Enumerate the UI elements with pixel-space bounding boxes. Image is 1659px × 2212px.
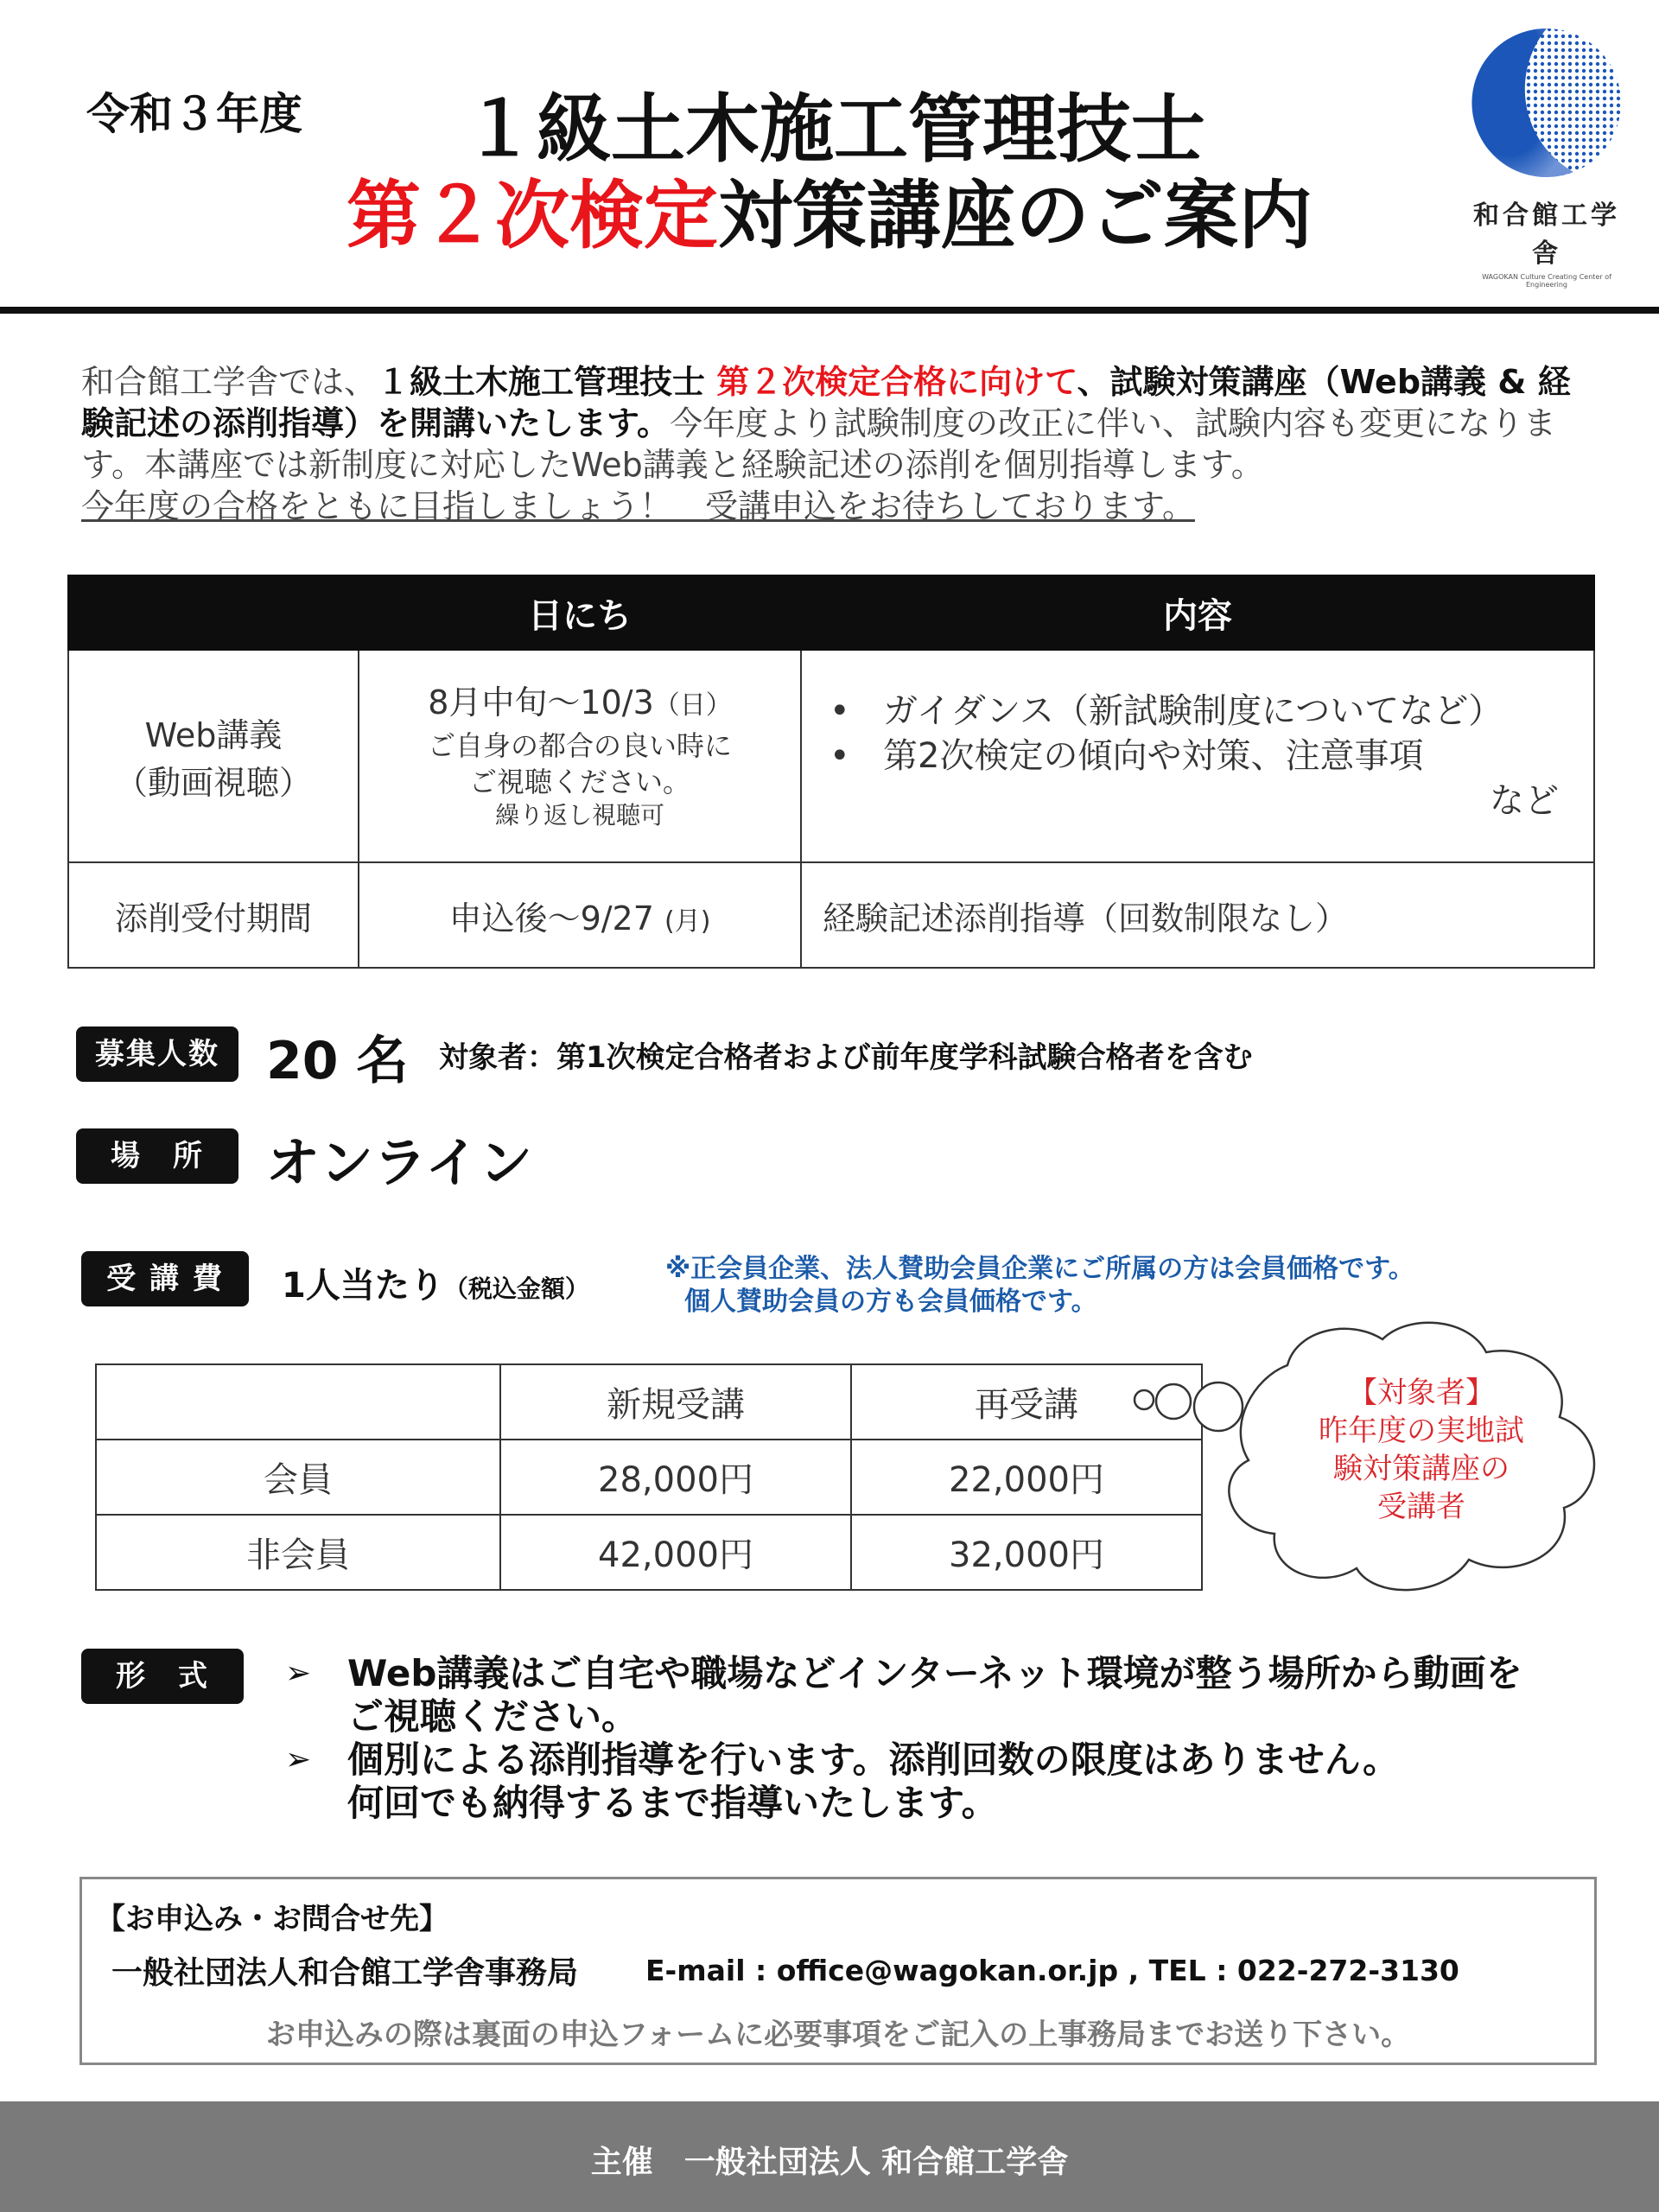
content-bullet-1: • ガイダンス（新試験制度についてなど） <box>823 689 1593 734</box>
contact-heading: 【お申込み・お問合せ先】 <box>96 1902 448 1936</box>
date-note-3: 繰り返し視聴可 <box>494 801 664 830</box>
intro-text-4: 、試験対策講座（Web講義 & 経験記述の添削指導）を開講いたします。 <box>81 363 1571 442</box>
organization-logo <box>1460 26 1633 289</box>
intro-text-2: １級土木施工管理技士 <box>377 363 717 401</box>
contact-box <box>79 1877 1597 2065</box>
footer-sponsor: 主催 一般社団法人 和合館工学舎 <box>590 2145 1069 2180</box>
member-price-note-2: 個人賛助会員の方も会員価格です。 <box>684 1287 1097 1317</box>
list-item <box>285 1738 1522 1825</box>
logo-subtitle: WAGOKAN Culture Creating Center of Engineering <box>1482 273 1611 289</box>
schedule-type-cell: 添削受付期間 <box>68 862 359 968</box>
fee-tax-note: （税込金額） <box>443 1274 589 1303</box>
bubble-line-2: 昨年度の実地試 <box>1319 1414 1524 1448</box>
price-row-label: 会員 <box>96 1440 500 1515</box>
bubble-text <box>1279 1374 1564 1526</box>
schedule-content-cell: 経験記述添削指導（回数制限なし） <box>801 862 1594 968</box>
arrow-icon: ➢ <box>285 1656 312 1691</box>
title-highlight: 第２次検定 <box>346 173 718 259</box>
table-row <box>68 862 1594 968</box>
schedule-table <box>67 575 1595 969</box>
era-label: 令和３年度 <box>86 89 302 139</box>
format-list <box>285 1652 1522 1825</box>
correction-deadline: 申込後〜9/27 <box>448 899 664 938</box>
date-range-text: 8月中旬〜10/3 <box>428 683 654 721</box>
capacity-label: 募集人数 <box>76 1027 238 1082</box>
price-header-new: 新規受講 <box>500 1364 851 1440</box>
price-header-repeat: 再受講 <box>851 1364 1202 1440</box>
bubble-line-4: 受講者 <box>1377 1490 1465 1524</box>
format-label: 形 式 <box>81 1649 244 1704</box>
format-item-2-line2: 何回でも納得するまで指導いたします。 <box>347 1782 998 1824</box>
price-cell: 42,000円 <box>500 1515 851 1590</box>
title-rest: 対策講座のご案内 <box>718 173 1313 259</box>
fee-per-person-text: 1人当たり <box>282 1266 444 1306</box>
type-web: Web講義 <box>144 716 283 754</box>
price-cell: 28,000円 <box>500 1440 851 1515</box>
format-item-2-line1: 個別による添削指導を行います。添削回数の限度はありません。 <box>347 1738 1400 1781</box>
price-header-blank <box>96 1364 500 1440</box>
date-note-2: ご視聴ください。 <box>468 766 690 798</box>
format-item-1-line1: Web講義はご自宅や職場などインターネット環境が整う場所から動画を <box>347 1652 1522 1694</box>
intro-text-1: 和合館工学舎では、 <box>81 363 378 401</box>
contact-email-tel[interactable]: E-mail : office@wagokan.or.jp , TEL : 022-272-3130 <box>645 1954 1459 1987</box>
content-etc: など <box>1490 781 1559 821</box>
footer-bar <box>0 2101 1659 2212</box>
intro-call-to-action: 今年度の合格をともに目指しましょう！ 受講申込をお待ちしております。 <box>81 487 1195 525</box>
table-row <box>96 1515 1202 1590</box>
price-row-label: 非会員 <box>96 1515 500 1590</box>
schedule-date-cell <box>359 862 801 968</box>
arrow-icon: ➢ <box>285 1742 312 1777</box>
price-header-row <box>96 1364 1202 1440</box>
bubble-line-3: 験対策講座の <box>1333 1452 1510 1486</box>
contact-organization: 一般社団法人和合館工学舎事務局 <box>111 1955 579 1991</box>
fee-label: 受 講 費 <box>81 1251 249 1306</box>
intro-text-5: 今年度より試験制度の改正に伴い、試験内容も変更になります。本講座では新制度に対応したWeb講義と経験記述の添削を個別指導します。 <box>81 404 1556 484</box>
member-price-note-1: ※正会員企業、法人賛助会員企業にご所属の方は会員価格です。 <box>665 1254 1414 1284</box>
header-divider <box>0 307 1659 314</box>
date-note-1: ご自身の都合の良い時に <box>427 729 732 762</box>
type-web-sub: （動画視聴） <box>114 764 312 802</box>
date-range-day: （日） <box>653 690 732 721</box>
logo-circle-icon <box>1470 26 1624 180</box>
price-table <box>95 1363 1203 1591</box>
price-cell: 32,000円 <box>851 1515 1202 1590</box>
content-bullet-2: • 第2次検定の傾向や対策、注意事項 <box>823 734 1593 779</box>
format-item-1-line2: ご視聴ください。 <box>347 1695 639 1738</box>
fee-per-person <box>282 1258 589 1307</box>
place-value: オンライン <box>266 1131 533 1194</box>
schedule-header-content: 内容 <box>801 575 1594 650</box>
price-cell: 22,000円 <box>851 1440 1202 1515</box>
intro-paragraph <box>81 361 1585 527</box>
place-label: 場 所 <box>76 1128 238 1184</box>
date-range <box>359 681 800 728</box>
logo-name: 和合館工学舎 <box>1473 200 1620 269</box>
intro-highlight: 第２次検定合格に向けて <box>716 363 1077 401</box>
schedule-type-cell <box>68 650 359 862</box>
capacity-target: 対象者：第1次検定合格者および前年度学科試験合格者を含む <box>439 1040 1253 1075</box>
list-item <box>285 1652 1522 1738</box>
schedule-content-cell <box>801 650 1594 862</box>
schedule-header-row <box>68 575 1594 650</box>
table-row <box>96 1440 1202 1515</box>
page-title-line1: １級土木施工管理技士 <box>462 86 1205 173</box>
table-row <box>68 650 1594 862</box>
schedule-header-blank <box>68 575 359 650</box>
capacity-count: 20 名 <box>266 1031 409 1091</box>
schedule-date-cell <box>359 650 801 862</box>
schedule-header-date: 日にち <box>359 575 801 650</box>
page-title-line2 <box>0 156 1659 263</box>
member-price-note <box>665 1253 1414 1319</box>
contact-instruction: お申込みの際は裏面の申込フォームに必要事項をご記入の上事務局までお送り下さい。 <box>265 2018 1411 2052</box>
correction-deadline-day: (月) <box>664 906 711 937</box>
bubble-line-1: 【対象者】 <box>1348 1376 1495 1410</box>
